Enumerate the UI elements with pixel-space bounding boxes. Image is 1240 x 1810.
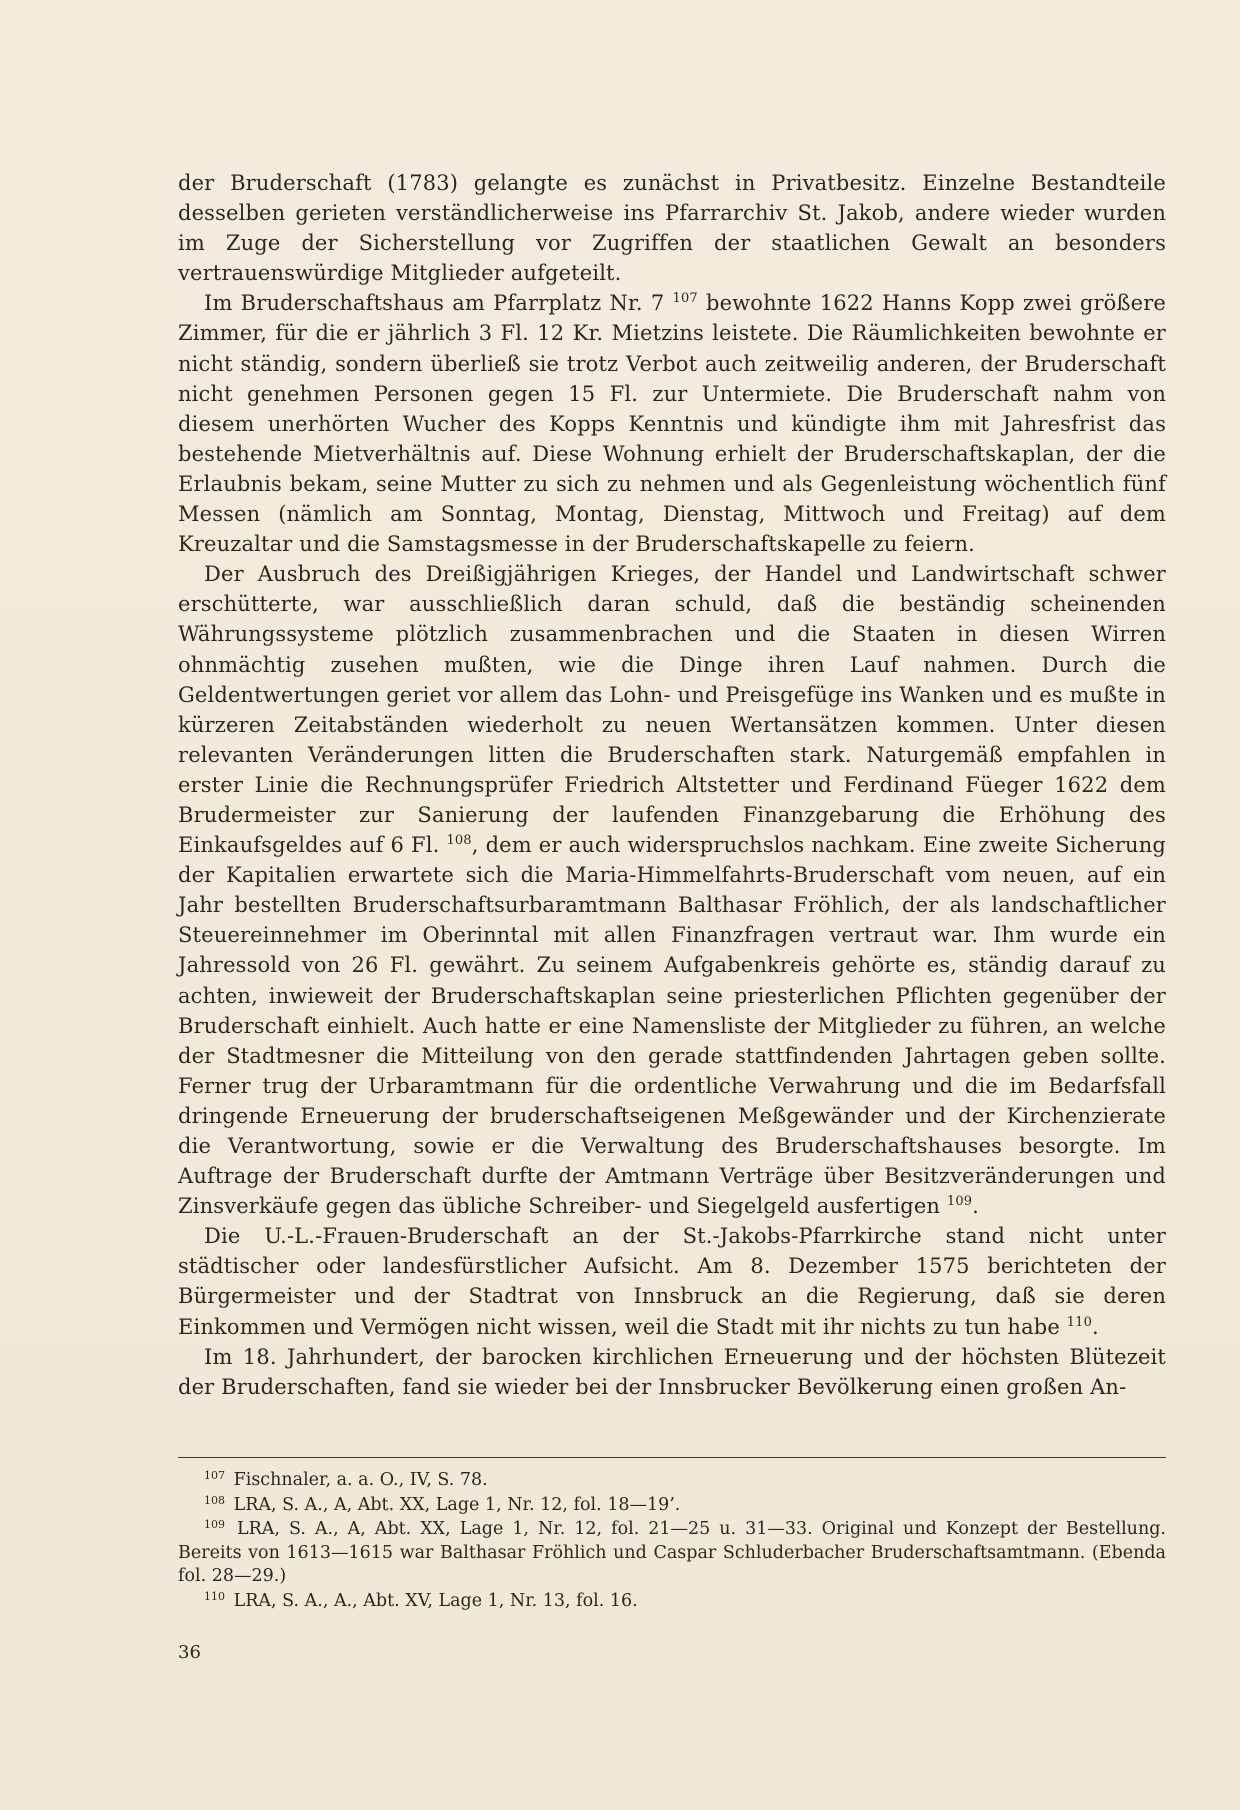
footnote-number: 110 [204, 1589, 225, 1603]
footnote-108 [178, 1494, 1166, 1518]
footnote-number: 107 [204, 1469, 225, 1482]
footnote-text: LRA, S. A., A, Abt. XX, Lage 1, Nr. 12, fol. 18—19’. [233, 1494, 681, 1515]
paragraph-3 [178, 559, 1166, 1221]
footnote-text: LRA, S. A., A., Abt. XV, Lage 1, Nr. 13, fol. 16. [233, 1590, 638, 1611]
footnote-ref-108: 108 [446, 833, 472, 849]
footnote-divider [178, 1457, 1166, 1458]
footnote-number: 108 [204, 1493, 225, 1507]
footnote-ref-107: 107 [672, 291, 698, 307]
paragraph-2-text-a: Im Bruderschaftshaus am Pfarrplatz Nr. 7 [204, 291, 665, 316]
paragraph-3-text-b: , dem er auch widerspruchslos nachkam. Eine zweite Sicherung der Kapitalien erwartete sich die Maria-Himmelfahrts-Bruderschaft vom neuen, auf ein Jahr bestellten Bruderschaftsurbaramtmann Balthasar Fröhlich, der als landschaftlicher Steuereinnehmer im Oberinntal mit allen Finanzfragen vertraut war. Ihm wurde ein Jahressold von 26 Fl. gewährt. Zu seinem Aufgabenkreis gehörte es, ständig darauf zu achten, inwieweit der Bruderschaftskaplan seine priesterlichen Pflichten gegenüber der Bruderschaft einhielt. Auch hatte er eine Namensliste der Mitglieder zu führen, an welche der Stadtmesner die Mitteilung von den gerade stattfindenden Jahrtagen geben sollte. Ferner trug der Urbaramtmann für die ordentliche Verwahrung und die im Bedarfsfall dringende Erneuerung der bruderschaftseigenen Meßgewänder und der Kirchenzierate die Verantwortung, sowie er die Verwaltung des Bruderschaftshauses besorgte. Im Auftrage der Bruderschaft durfte der Amtmann Verträge über Besitzveränderungen und Zinsverkäufe gegen das übliche Schreiber- und Siegelgeld ausfertigen [178, 833, 1166, 1219]
paragraph-4-text-b: . [1092, 1314, 1099, 1339]
footnote-text: LRA, S. A., A, Abt. XX, Lage 1, Nr. 12, fol. 21—25 u. 31—33. Original und Konzept der Bestellung. Bereits von 1613—1615 war Balthasar Fröhlich und Caspar Schluderbacher Bruderschaftsamtmann. (Ebenda fol. 28—29.) [178, 1519, 1166, 1587]
footnote-110 [178, 1590, 1166, 1614]
paragraph-2 [178, 288, 1166, 559]
paragraph-5 [178, 1342, 1166, 1402]
footnote-109 [178, 1518, 1166, 1589]
paragraph-2-text-b: bewohnte 1622 Hanns Kopp zwei größere Zimmer, für die er jährlich 3 Fl. 12 Kr. Mietzins leistete. Die Räumlichkeiten bewohnte er nicht ständig, sondern überließ sie trotz Verbot auch zeitweilig anderen, der Bruderschaft nicht genehmen Personen gegen 15 Fl. zur Untermiete. Die Bruderschaft nahm von diesem unerhörten Wucher des Kopps Kenntnis und kündigte ihm mit Jahresfrist das bestehende Mietverhältnis auf. Diese Wohnung erhielt der Bruderschaftskaplan, der die Erlaubnis bekam, seine Mutter zu sich zu nehmen und als Gegenleistung wöchentlich fünf Messen (nämlich am Sonntag, Montag, Dienstag, Mittwoch und Freitag) auf dem Kreuzaltar und die Samstagsmesse in der Bruderschaftskapelle zu feiern. [178, 291, 1167, 557]
page-number: 36 [178, 1642, 201, 1663]
footnote-number: 109 [204, 1518, 225, 1532]
paragraph-3-text-c: . [972, 1194, 979, 1219]
paragraph-3-text-a: Der Ausbruch des Dreißigjährigen Krieges, der Handel und Landwirtschaft schwer erschütterte, war ausschließlich daran schuld, daß die beständig scheinenden Währungssysteme plötzlich zusammenbrachen und die Staaten in diesen Wirren ohnmächtig zusehen mußten, wie die Dinge ihren Lauf nahmen. Durch die Geldentwertungen geriet vor allem das Lohn- und Preisgefüge ins Wanken und es mußte in kürzeren Zeitabständen wiederholt zu neuen Wertansätzen kommen. Unter diesen relevanten Veränderungen litten die Bruderschaften stark. Naturgemäß empfahlen in erster Linie die Rechnungsprüfer Friedrich Altstetter und Ferdinand Füeger 1622 dem Brudermeister zur Sanierung der laufenden Finanzgebarung die Erhöhung des Einkaufsgeldes auf 6 Fl. [178, 562, 1166, 858]
main-text [178, 168, 1166, 1402]
footnote-ref-109: 109 [946, 1194, 973, 1210]
paragraph-5-text: Im 18. Jahrhundert, der barocken kirchlichen Erneuerung und der höchsten Blütezeit der Bruderschaften, fand sie wieder bei der Innsbrucker Bevölkerung einen großen An- [178, 1344, 1166, 1399]
footnote-text: Fischnaler, a. a. O., IV, S. 78. [233, 1470, 488, 1490]
paragraph-4-text-a: Die U.-L.-Frauen-Bruderschaft an der St.-Jakobs-Pfarrkirche stand nicht unter städtischer oder landesfürstlicher Aufsicht. Am 8. Dezember 1575 berichteten der Bürgermeister und der Stadtrat von Innsbruck an die Regierung, daß sie deren Einkommen und Vermögen nicht wissen, weil die Stadt mit ihr nichts zu tun habe [178, 1224, 1166, 1339]
footnote-ref-110: 110 [1066, 1314, 1093, 1330]
paragraph-4 [178, 1221, 1166, 1341]
footnotes [178, 1469, 1166, 1615]
footnote-107 [178, 1469, 1166, 1493]
paragraph-1-text: der Bruderschaft (1783) gelangte es zunächst in Privatbesitz. Einzelne Bestandteile desselben gerieten verständlicherweise ins Pfarrarchiv St. Jakob, andere wieder wurden im Zuge der Sicherstellung vor Zugriffen der staatlichen Gewalt an besonders vertrauenswürdige Mitglieder aufgeteilt. [178, 171, 1166, 286]
paragraph-1 [178, 168, 1166, 288]
